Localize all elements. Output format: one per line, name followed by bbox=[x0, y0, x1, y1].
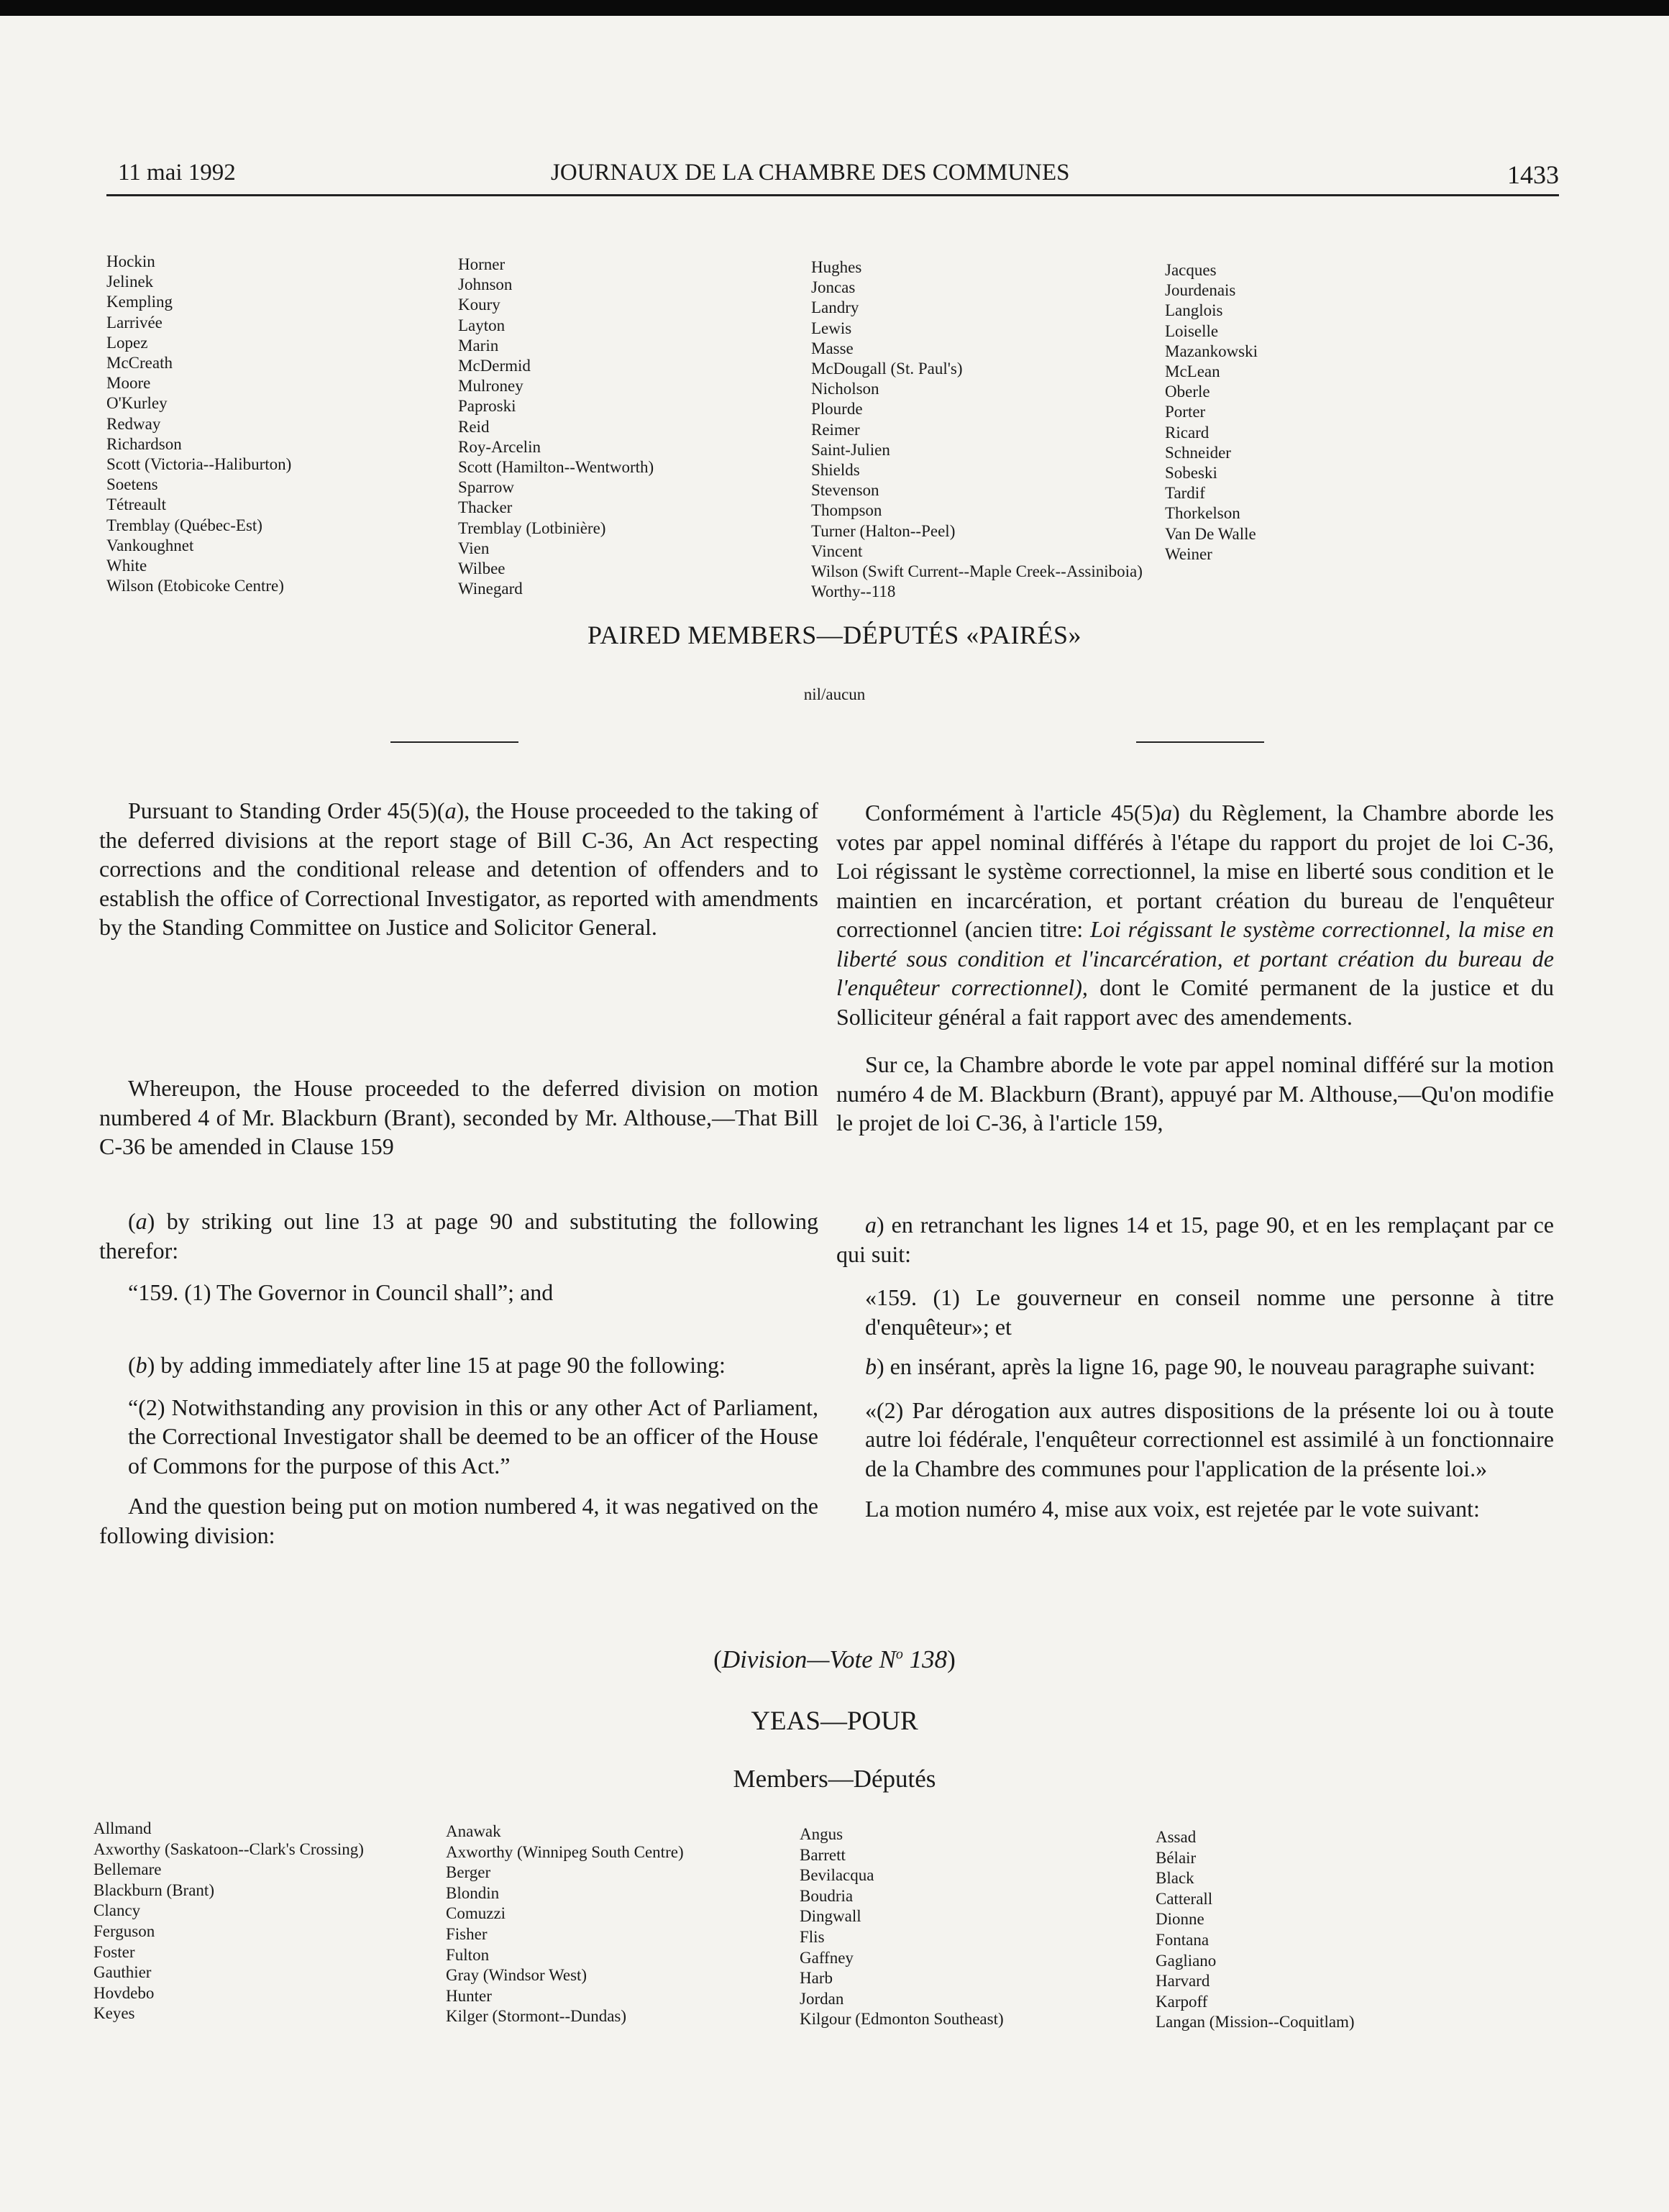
member-name: Langlois bbox=[1165, 301, 1223, 320]
member-name: Saint-Julien bbox=[811, 440, 890, 459]
member-name: Tétreault bbox=[106, 495, 167, 514]
header-date: 11 mai 1992 bbox=[118, 160, 236, 186]
yeas-names-col-2 bbox=[446, 1822, 684, 2027]
en-paragraph-negatived: And the question being put on motion numbered 4, it was negatived on the following division: bbox=[99, 1493, 818, 1548]
member-name: Karpoff bbox=[1156, 1992, 1208, 2011]
member-name: Allmand bbox=[93, 1819, 152, 1837]
en-paragraph-whereupon: Whereupon, the House proceeded to the deferred division on motion numbered 4 of Mr. Blackburn (Brant), seconded by Mr. Althouse,—That Bill C-36 be amended in Clause 159 bbox=[99, 1075, 818, 1159]
en-quote-2: “(2) Notwithstanding any provision in this or any other Act of Parliament, the Correctional Investigator shall be deemed to be an officer of the House of Commons for the purpose of this Act.” bbox=[128, 1394, 818, 1479]
member-name: Fontana bbox=[1156, 1930, 1210, 1949]
member-name: Hughes bbox=[811, 258, 862, 276]
scan-top-border bbox=[0, 0, 1669, 16]
member-name: Thompson bbox=[811, 501, 882, 520]
member-name: Fulton bbox=[446, 1945, 490, 1964]
yeas-heading: YEAS—POUR bbox=[751, 1706, 918, 1736]
member-name: Jacques bbox=[1165, 261, 1217, 279]
member-name: White bbox=[106, 557, 147, 575]
top-names-col-3 bbox=[811, 257, 1143, 602]
member-name: Richardson bbox=[106, 434, 182, 453]
member-name: Jordan bbox=[800, 1989, 844, 2008]
member-name: Gaffney bbox=[800, 1948, 854, 1967]
member-name: Layton bbox=[458, 316, 506, 334]
member-name: Berger bbox=[446, 1863, 491, 1882]
fr-amendment-b: b) en insérant, après la ligne 16, page 90, le nouveau paragraphe suivant: bbox=[865, 1353, 1536, 1379]
member-name: Schneider bbox=[1165, 443, 1231, 462]
member-name: Landry bbox=[811, 298, 859, 317]
member-name: Roy-Arcelin bbox=[458, 437, 541, 456]
en-amendment-a: (a) by striking out line 13 at page 90 and substituting the following therefor: bbox=[99, 1208, 818, 1263]
member-name: Marin bbox=[458, 336, 499, 355]
yeas-names-col-1 bbox=[93, 1819, 364, 2024]
member-name: Scott (Victoria--Haliburton) bbox=[106, 455, 292, 474]
member-name: Weiner bbox=[1165, 544, 1212, 563]
member-name: Harvard bbox=[1156, 1972, 1210, 1991]
fr-paragraph-rejetee: La motion numéro 4, mise aux voix, est rejetée par le vote suivant: bbox=[865, 1496, 1480, 1522]
member-name: Soetens bbox=[106, 475, 158, 494]
fr-paragraph-sur-ce: Sur ce, la Chambre aborde le vote par appel nominal différé sur la motion numéro 4 de M. Blackburn (Brant), appuyé par M. Althouse,—Qu'on modifie le projet de loi C-36, à l'article 159, bbox=[836, 1051, 1554, 1135]
english-column-4 bbox=[99, 1350, 818, 1550]
french-column-3 bbox=[836, 1352, 1554, 1524]
yeas-names-col-4 bbox=[1156, 1827, 1355, 2033]
member-name: Kempling bbox=[106, 293, 173, 311]
member-name: Anawak bbox=[446, 1822, 501, 1840]
member-name: Van De Walle bbox=[1165, 524, 1256, 543]
member-name: Vincent bbox=[811, 541, 863, 560]
member-name: Flis bbox=[800, 1927, 825, 1946]
member-name: Joncas bbox=[811, 278, 856, 297]
fr-paragraph-conformement: Conformément à l'article 45(5)a) du Règlement, la Chambre aborde les votes par appel nominal différés à l'étape du rapport du projet de loi C-36, Loi régissant le système correctionnel, la mise en liberté sous condition et le maintien en incarcération, et portant création du bureau de l'enquêteur correctionnel (ancien titre: Loi régissant le système correctionnel, la mise en liberté sous condition et l'incarcération, et portant création du bureau de l'enquêteur correctionnel), dont le Comité permanent de la justice et du Solliciteur général a fait rapport avec des amendements. bbox=[836, 800, 1555, 1030]
member-name: Gauthier bbox=[93, 1963, 152, 1982]
division-heading: (Division—Vote $N^o$ 138) bbox=[713, 1645, 956, 1673]
member-name: Dionne bbox=[1156, 1910, 1204, 1929]
member-name: Mulroney bbox=[458, 377, 523, 396]
french-column bbox=[836, 798, 1554, 1138]
separator-rule-right bbox=[1136, 741, 1264, 743]
en-amendment-b: (b) by adding immediately after line 15 at page 90 the following: bbox=[128, 1352, 726, 1378]
top-names-col-2 bbox=[458, 255, 654, 599]
page-number: 1433 bbox=[1507, 160, 1559, 189]
member-name: McDougall (St. Paul's) bbox=[811, 360, 963, 378]
english-column bbox=[99, 796, 818, 942]
member-name: O'Kurley bbox=[106, 394, 168, 413]
member-name: Assad bbox=[1156, 1828, 1197, 1846]
member-name: Harb bbox=[800, 1969, 833, 1988]
member-name: Porter bbox=[1165, 403, 1206, 421]
member-name: Wilson (Swift Current--Maple Creek--Assiniboia) bbox=[811, 562, 1143, 581]
member-name: Boudria bbox=[800, 1886, 854, 1905]
member-name: Axworthy (Winnipeg South Centre) bbox=[446, 1842, 684, 1861]
member-name: Lopez bbox=[106, 333, 148, 352]
member-name: Loiselle bbox=[1165, 321, 1219, 340]
member-name: Redway bbox=[106, 414, 161, 433]
member-name: Foster bbox=[93, 1942, 135, 1961]
fr-quote-1: «159. (1) Le gouverneur en conseil nomme une personne à titre d'enquêteur»; et bbox=[865, 1284, 1554, 1340]
member-name: Keyes bbox=[93, 2004, 135, 2023]
french-column-2 bbox=[836, 1210, 1554, 1341]
member-name: Turner (Halton--Peel) bbox=[811, 521, 956, 540]
member-name: Tardif bbox=[1165, 484, 1205, 503]
member-name: Worthy--118 bbox=[811, 582, 896, 601]
member-name: Blackburn (Brant) bbox=[93, 1880, 214, 1899]
member-name: Sobeski bbox=[1165, 464, 1217, 483]
member-name: Scott (Hamilton--Wentworth) bbox=[458, 458, 654, 477]
member-name: Lewis bbox=[811, 319, 852, 337]
member-name: Comuzzi bbox=[446, 1904, 506, 1923]
member-name: Nicholson bbox=[811, 380, 879, 398]
member-name: Axworthy (Saskatoon--Clark's Crossing) bbox=[93, 1839, 364, 1858]
member-name: Plourde bbox=[811, 400, 863, 419]
fr-amendment-a: a) en retranchant les lignes 14 et 15, page 90, et en les remplaçant par ce qui suit: bbox=[836, 1212, 1554, 1267]
member-name: Angus bbox=[800, 1825, 843, 1843]
member-name: Clancy bbox=[93, 1901, 141, 1920]
member-name: Jourdenais bbox=[1165, 281, 1236, 300]
member-name: Barrett bbox=[800, 1845, 846, 1864]
member-name: Stevenson bbox=[811, 481, 879, 500]
member-name: Kilgour (Edmonton Southeast) bbox=[800, 2010, 1004, 2029]
fr-quote-2: «(2) Par dérogation aux autres dispositions de la présente loi ou à toute autre loi fédérale, l'enquêteur correctionnel est assimilé à un fonctionnaire de la Chambre des communes pour l'application de la présente loi.» bbox=[865, 1397, 1554, 1481]
en-quote-1: “159. (1) The Governor in Council shall”; and bbox=[128, 1279, 554, 1305]
separator-rule-left bbox=[390, 741, 518, 743]
member-name: Ferguson bbox=[93, 1921, 155, 1940]
top-names-col-1 bbox=[106, 252, 291, 596]
member-name: Mazankowski bbox=[1165, 342, 1258, 360]
member-name: Vien bbox=[458, 539, 490, 557]
member-name: Moore bbox=[106, 374, 151, 393]
member-name: Blondin bbox=[446, 1883, 500, 1902]
member-name: Fisher bbox=[446, 1924, 488, 1943]
member-name: Dingwall bbox=[800, 1907, 861, 1926]
english-column-2 bbox=[99, 1074, 818, 1161]
member-name: Hunter bbox=[446, 1986, 492, 2005]
member-name: Koury bbox=[458, 296, 500, 314]
header-title: JOURNAUX DE LA CHAMBRE DES COMMUNES bbox=[551, 160, 1070, 186]
member-name: Reid bbox=[458, 417, 490, 436]
member-name: Bélair bbox=[1156, 1848, 1197, 1867]
member-name: Catterall bbox=[1156, 1889, 1213, 1908]
en-paragraph-standing-order: Pursuant to Standing Order 45(5)(a), the House proceeded to the taking of the deferred divisions at the report stage of Bill C-36, An Act respecting corrections and the conditional release and detention of offenders and to establish the office of Correctional Investigator, as reported with amendments by the Standing Committee on Justice and Solicitor General. bbox=[99, 797, 819, 940]
english-column-3 bbox=[99, 1207, 818, 1307]
member-name: Vankoughnet bbox=[106, 536, 194, 554]
member-name: Langan (Mission--Coquitlam) bbox=[1156, 2013, 1355, 2032]
yeas-names-col-3 bbox=[800, 1824, 1004, 2030]
member-name: Wilson (Etobicoke Centre) bbox=[106, 577, 284, 595]
member-name: Gray (Windsor West) bbox=[446, 1966, 587, 1985]
top-names-col-4 bbox=[1165, 260, 1258, 565]
member-name: Shields bbox=[811, 461, 860, 480]
member-name: Paproski bbox=[458, 397, 516, 416]
member-name: Ricard bbox=[1165, 423, 1210, 442]
member-name: Thacker bbox=[458, 498, 513, 517]
member-name: Sparrow bbox=[458, 478, 514, 497]
member-name: Horner bbox=[458, 255, 506, 273]
member-name: Tremblay (Québec-Est) bbox=[106, 516, 262, 534]
member-name: Masse bbox=[811, 339, 854, 357]
member-name: Jelinek bbox=[106, 273, 154, 291]
paired-members-heading: PAIRED MEMBERS—DÉPUTÉS «PAIRÉS» bbox=[587, 621, 1082, 649]
member-name: Black bbox=[1156, 1869, 1194, 1888]
header-rule bbox=[106, 194, 1559, 196]
member-name: Bellemare bbox=[93, 1860, 162, 1879]
members-heading: Members—Députés bbox=[733, 1765, 936, 1793]
member-name: Thorkelson bbox=[1165, 504, 1240, 523]
member-name: Winegard bbox=[458, 580, 523, 598]
member-name: Wilbee bbox=[458, 559, 506, 578]
member-name: Tremblay (Lotbinière) bbox=[458, 518, 606, 537]
member-name: McLean bbox=[1165, 362, 1220, 381]
member-name: Hockin bbox=[106, 252, 155, 270]
member-name: Bevilacqua bbox=[800, 1866, 874, 1885]
member-name: Johnson bbox=[458, 275, 513, 294]
page-header bbox=[106, 160, 1559, 196]
member-name: Reimer bbox=[811, 420, 860, 439]
member-name: McCreath bbox=[106, 354, 173, 373]
member-name: Kilger (Stormont--Dundas) bbox=[446, 2007, 627, 2026]
member-name: McDermid bbox=[458, 357, 531, 375]
member-name: Gagliano bbox=[1156, 1951, 1217, 1970]
paired-members-value: nil/aucun bbox=[803, 685, 866, 703]
member-name: Hovdebo bbox=[93, 1983, 155, 2002]
member-name: Oberle bbox=[1165, 383, 1210, 401]
member-name: Larrivée bbox=[106, 313, 163, 332]
